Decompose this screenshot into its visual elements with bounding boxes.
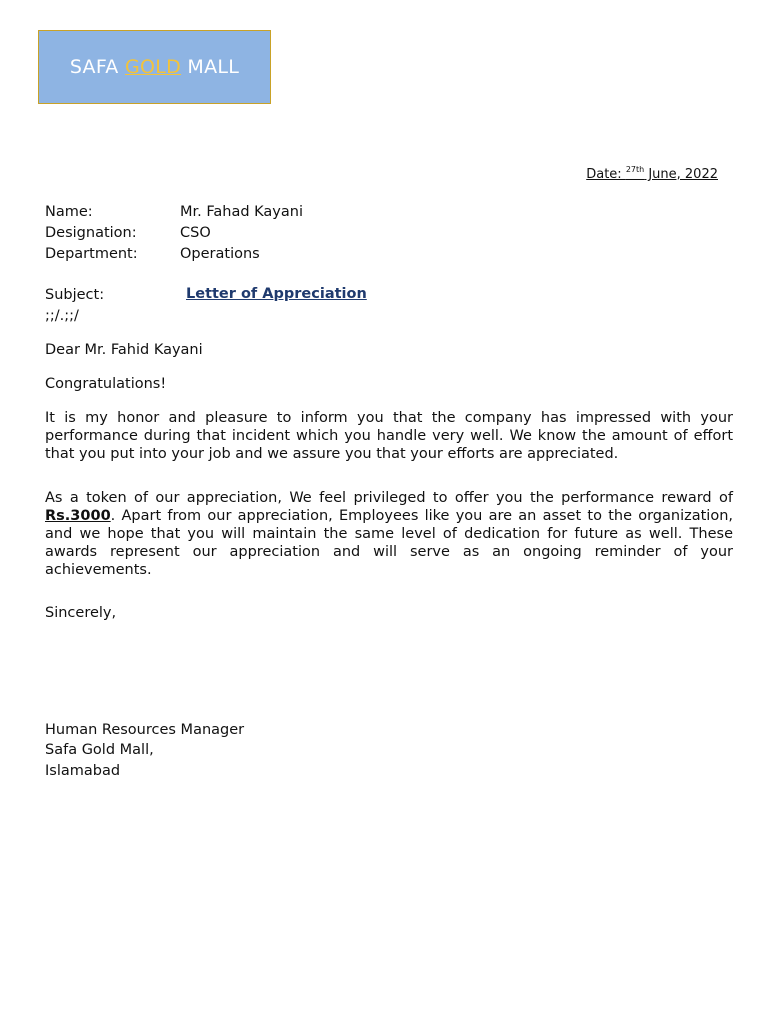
name-label: Name: (45, 204, 93, 220)
department-label: Department: (45, 246, 138, 262)
paragraph-2 (45, 489, 733, 579)
paragraph-2-start: As a token of our appreciation, We feel privileged to offer you the performance reward of (45, 490, 733, 506)
letter-date (586, 167, 718, 182)
name-value: Mr. Fahad Kayani (180, 204, 303, 220)
signature-title: Human Resources Manager (45, 722, 245, 738)
salutation: Dear Mr. Fahid Kayani (45, 342, 203, 358)
date-day: 27th (625, 165, 645, 174)
logo-text (70, 56, 239, 78)
department-value: Operations (180, 246, 260, 262)
signature-company: Safa Gold Mall, (45, 742, 154, 758)
paragraph-2-end: . Apart from our appreciation, Employees like you are an asset to the organization, and we hope that you will maintain the same level of dedication for future as well. These awards represent our appreciation and will serve as an ongoing reminder of your achievements. (45, 508, 733, 578)
signature-city: Islamabad (45, 763, 121, 779)
logo-text-safa: SAFA (69, 56, 125, 78)
reward-amount: Rs.3000 (45, 508, 111, 524)
stray-text: ;;/.;;/ (45, 308, 79, 324)
date-label: Date: (586, 167, 626, 182)
logo-text-mall: MALL (181, 56, 240, 78)
designation-value: CSO (180, 225, 211, 241)
closing: Sincerely, (45, 605, 117, 621)
subject-title: Letter of Appreciation (186, 286, 367, 302)
logo-text-gold: GOLD (124, 56, 182, 78)
designation-label: Designation: (45, 225, 137, 241)
company-logo (38, 30, 271, 104)
subject-label: Subject: (45, 287, 105, 303)
congratulations: Congratulations! (45, 376, 167, 392)
paragraph-1: It is my honor and pleasure to inform you that the company has impressed with your performance during that incident which you handle very well. We know the amount of effort that you put into your job and we assure you that your efforts are appreciated. (45, 410, 733, 462)
date-month-year: June, 2022 (644, 167, 718, 182)
